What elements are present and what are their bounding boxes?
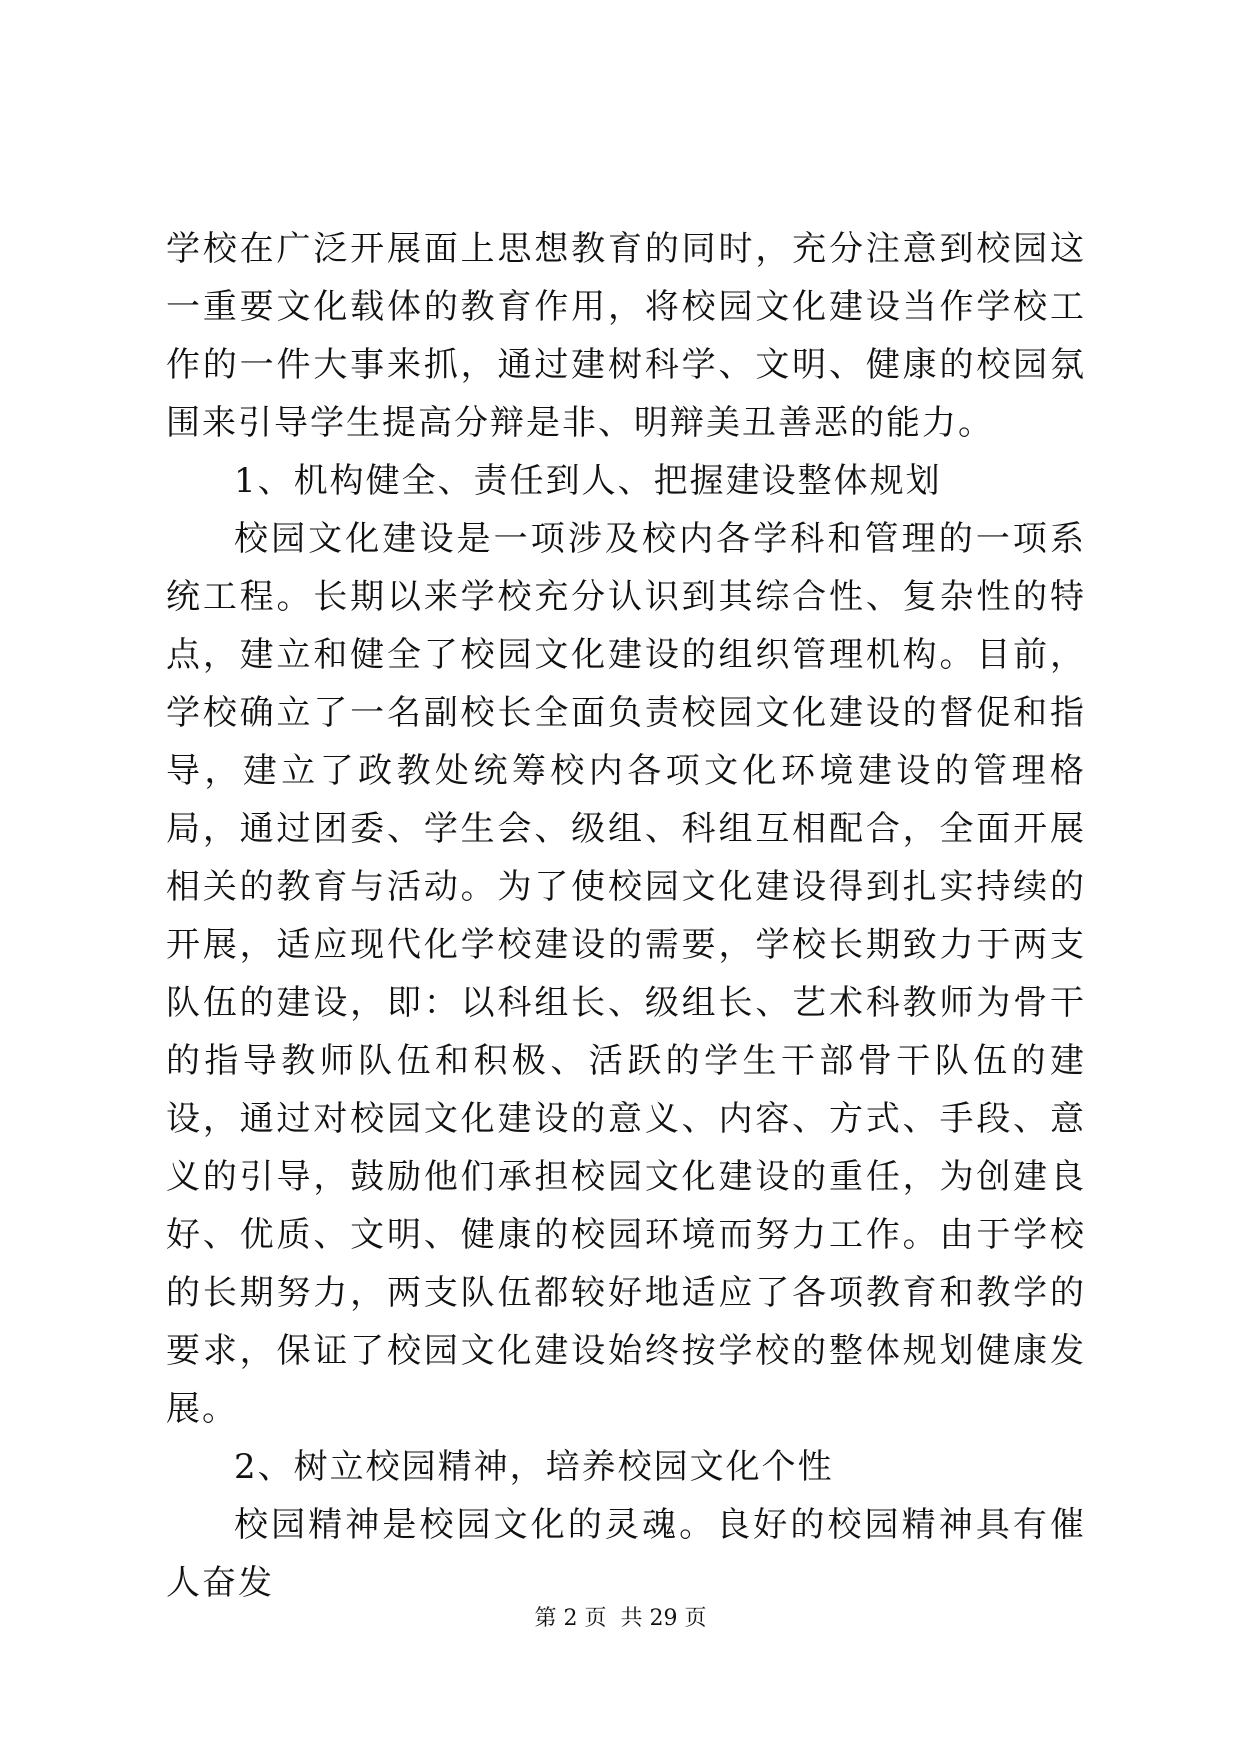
paragraph-section-1: 校园文化建设是一项涉及校内各学科和管理的一项系统工程。长期以来学校充分认识到其综合性、复杂性的特点，建立和健全了校园文化建设的组织管理机构。目前，学校确立了一名副校长全面负责校园文化建设的督促和指导，建立了政教处统筹校内各项文化环境建设的管理格局，通过团委、学生会、级组、科组互相配合，全面开展相关的教育与活动。为了使校园文化建设得到扎实持续的开展，适应现代化学校建设的需要，学校长期致力于两支队伍的建设，即：以科组长、级组长、艺术科教师为骨干的指导教师队伍和积极、活跃的学生干部骨干队伍的建设，通过对校园文化建设的意义、内容、方式、手段、意义的引导，鼓励他们承担校园文化建设的重任，为创建良好、优质、文明、健康的校园环境而努力工作。由于学校的长期努力，两支队伍都较好地适应了各项教育和教学的要求，保证了校园文化建设始终按学校的整体规划健康发展。 (166, 519, 1086, 1429)
page-footer (0, 1604, 1241, 1634)
section-heading-1: 1、机构健全、责任到人、把握建设整体规划 (234, 461, 942, 501)
page-total: 共 29 页 (620, 1606, 707, 1631)
paragraph-section-2: 校园精神是校园文化的灵魂。良好的校园精神具有催人奋发 (166, 1505, 1086, 1603)
document-body (166, 220, 1086, 1612)
section-heading-2: 2、树立校园精神，培养校园文化个性 (234, 1447, 834, 1487)
page-number: 第 2 页 (534, 1606, 607, 1631)
paragraph-intro: 学校在广泛开展面上思想教育的同时，充分注意到校园这一重要文化载体的教育作用，将校园文化建设当作学校工作的一件大事来抓，通过建树科学、文明、健康的校园氛围来引导学生提高分辩是非、明辩美丑善恶的能力。 (166, 229, 1086, 443)
